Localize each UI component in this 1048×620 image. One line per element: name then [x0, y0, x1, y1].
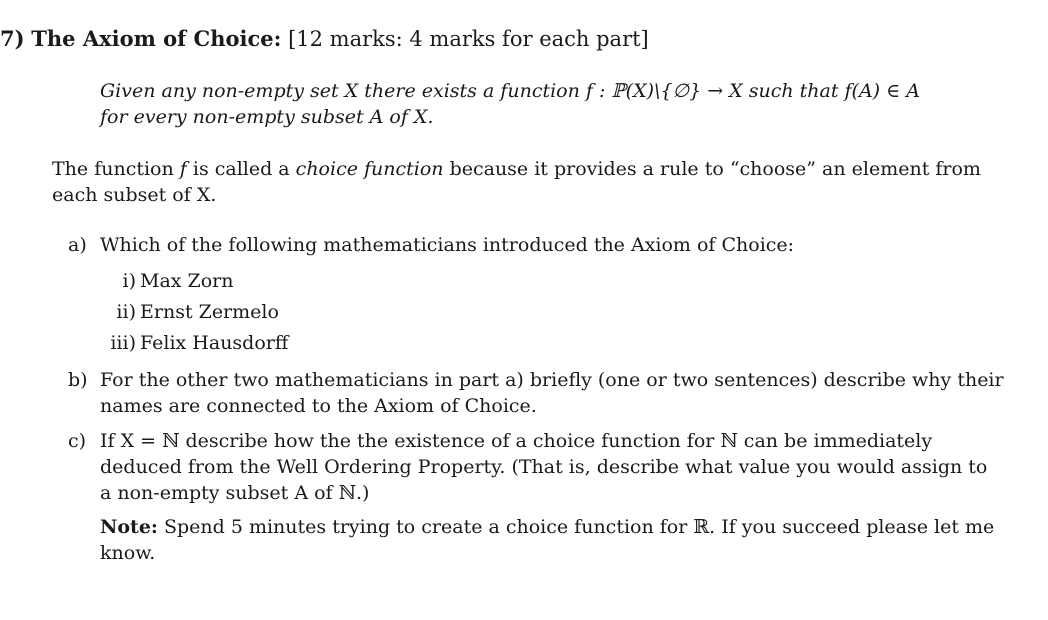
- intro-line-1: [52, 156, 980, 182]
- option-iii-text: Felix Hausdorff: [140, 332, 289, 354]
- intro-f: f: [179, 158, 187, 180]
- part-c-text: [100, 428, 988, 506]
- question-number: 7): [0, 26, 25, 51]
- part-b-line-2: names are connected to the Axiom of Choice.: [100, 395, 537, 417]
- option-i-text: Max Zorn: [140, 270, 234, 292]
- option-i-label: i): [122, 270, 136, 292]
- part-c: [0, 428, 1048, 506]
- part-a-label: a): [68, 234, 87, 256]
- note-text: [100, 514, 995, 566]
- option-iii-label: iii): [110, 332, 136, 354]
- option-ii-text: Ernst Zermelo: [140, 301, 279, 323]
- part-c-label: c): [68, 430, 87, 452]
- option-i: [0, 268, 1048, 294]
- note-label: Note:: [100, 516, 158, 538]
- part-b: [0, 367, 1048, 419]
- intro-text-2: is called a: [186, 158, 296, 180]
- axiom-statement-line-2: for every non-empty subset A of X.: [100, 106, 434, 128]
- intro-text-1: The function: [52, 158, 180, 180]
- intro-paragraph: [52, 156, 980, 208]
- intro-text-3: because it provides a rule to “choose” an element from: [443, 158, 981, 180]
- part-c-line-2: deduced from the Well Ordering Property. (That is, describe what value you would assign to: [100, 456, 988, 478]
- part-a-text: Which of the following mathematicians introduced the Axiom of Choice:: [100, 234, 795, 256]
- option-ii-label: ii): [116, 301, 136, 323]
- question-title: The Axiom of Choice:: [31, 26, 282, 51]
- note-line-2: know.: [100, 542, 156, 564]
- note-line-1: [100, 514, 995, 540]
- part-c-line-3: a non-empty subset A of ℕ.): [100, 482, 370, 504]
- part-b-text: [100, 367, 1004, 419]
- question-marks: [12 marks: 4 marks for each part]: [288, 27, 649, 51]
- intro-line-2: each subset of X.: [52, 184, 217, 206]
- axiom-statement: [100, 78, 980, 130]
- note-line-1-text: Spend 5 minutes trying to create a choice function for ℝ. If you succeed please let me: [157, 516, 995, 538]
- option-ii: [0, 299, 1048, 325]
- option-iii: [0, 330, 1048, 356]
- part-a: [0, 232, 1048, 258]
- axiom-statement-line-1: Given any non-empty set X there exists a function f : ℙ(X)\{∅} → X such that f(A) ∈ A: [100, 80, 920, 102]
- question-heading: [0, 24, 649, 54]
- part-c-line-1: If X = ℕ describe how the the existence of a choice function for ℕ can be immediately: [100, 430, 933, 452]
- part-b-label: b): [68, 369, 88, 391]
- note: [0, 514, 1048, 566]
- part-b-line-1: For the other two mathematicians in part a) briefly (one or two sentences) describe why their: [100, 369, 1004, 391]
- intro-term: choice function: [295, 158, 444, 180]
